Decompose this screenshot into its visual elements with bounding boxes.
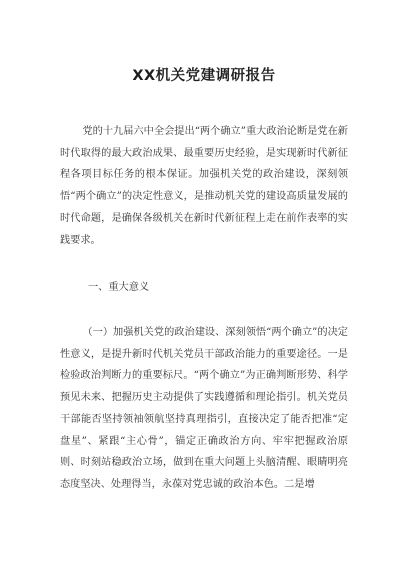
section-heading: 一、重大意义 [88, 282, 150, 293]
intro-paragraph: 党的十九届六中全会提出“两个确立”重大政治论断是党在新时代取得的最大政治成果、最重要历史经验，是实现新时代新征程各项目标任务的根本保证。加强机关党的政治建设，深刻领悟“两个确立”的决定性意义，是推动机关党的建设高质量发展的时代命题，是确保各级机关在新时代新征程上走在前作表率的实践要求。 [60, 126, 348, 246]
document-title: XX机关党建调研报告 [132, 68, 276, 84]
section-paragraph: （一）加强机关党的政治建设、深刻领悟“两个确立”的决定性意义，是提升新时代机关党员干部政治能力的重要途径。一是检验政治判断力的重要标尺。“两个确立”为正确判断形势、科学预见未来、把握历史主动提供了实践遵循和理论指引。机关党员干部能否坚持领袖领航坚持真理指引，直接决定了能否把准“定盘星”、紧跟“主心骨”，锚定正确政治方向、牢牢把握政治原则、时刻站稳政治立场，做到在重大问题上头脑清醒、眼睛明亮态度坚决、处理得当，永葆对党忠诚的政治本色。二是增 [60, 327, 348, 490]
